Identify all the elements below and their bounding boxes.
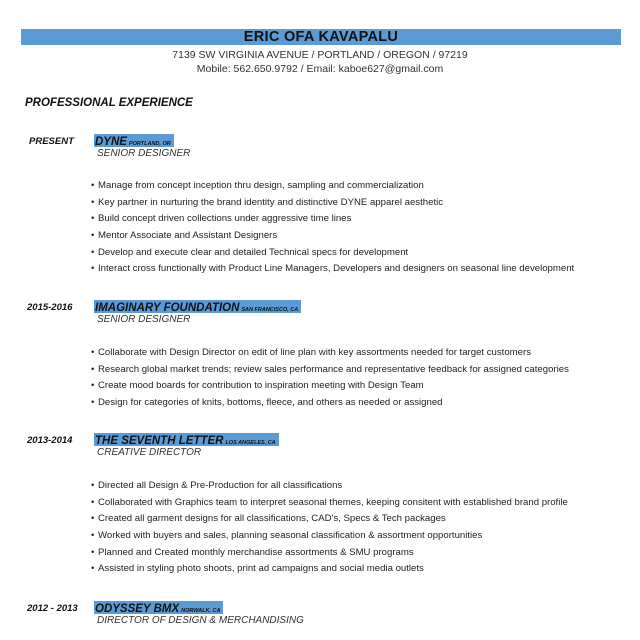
job-role: DIRECTOR OF DESIGN & MERCHANDISING — [97, 615, 304, 626]
list-item: • Design for categories of knits, bottoms, fleece, and others as needed or assigned — [91, 397, 443, 409]
list-item: • Develop and execute clear and detailed Technical specs for development — [91, 246, 409, 258]
job-date: PRESENT — [29, 136, 74, 147]
list-item: • Create mood boards for contribution to inspiration meeting with Design Team — [91, 380, 424, 392]
list-item: • Created all garment designs for all classifications, CAD's, Specs & Tech packages — [91, 513, 446, 525]
job-date: 2012 - 2013 — [27, 603, 78, 614]
contact-line: Mobile: 562.650.9792 / Email: kaboe627@gmail.com — [196, 63, 444, 75]
company-location: NORWALK, CA — [181, 608, 221, 614]
job-date: 2013-2014 — [27, 435, 73, 446]
list-item: • Directed all Design & Pre-Production for all classifications — [91, 480, 343, 491]
list-item: • Worked with buyers and sales, planning seasonal classification & assortment opportunities — [91, 530, 483, 542]
job-role: SENIOR DESIGNER — [97, 314, 191, 325]
company-location: LOS ANGELES, CA — [225, 440, 276, 446]
company-bar — [94, 300, 301, 313]
list-item: • Research global market trends; review sales performance and representative feedback for assigned categories — [91, 363, 569, 375]
bullet-list — [91, 345, 569, 412]
bullet-list — [91, 478, 568, 578]
section-title: PROFESSIONAL EXPERIENCE — [25, 97, 193, 109]
list-item: • Collaborate with Design Director on edit of line plan with key assortments needed for target customers — [91, 347, 531, 358]
list-item: • Collaborated with Graphics team to interpret seasonal themes, keeping consitent with established brand profile — [91, 496, 568, 508]
job-role: SENIOR DESIGNER — [97, 148, 191, 159]
company-location: PORTLAND, OR — [128, 141, 171, 147]
company-bar — [94, 433, 279, 446]
list-item: • Manage from concept inception thru design, sampling and commercialization — [91, 180, 424, 191]
company-name: IMAGINARY FOUNDATION — [95, 302, 240, 314]
company-bar — [94, 601, 223, 614]
list-item: • Interact cross functionally with Product Line Managers, Developers and designers on seasonal line development — [91, 263, 575, 275]
job-role: CREATIVE DIRECTOR — [97, 447, 202, 458]
list-item: • Build concept driven collections under aggressive time lines — [91, 213, 352, 225]
list-item: • Assisted in styling photo shoots, print ad campaigns and social media outlets — [91, 563, 424, 575]
list-item: • Mentor Associate and Assistant Designers — [91, 230, 278, 242]
name-banner — [21, 29, 621, 45]
bullet-list — [91, 178, 574, 278]
company-location: SAN FRANCISCO, CA — [241, 307, 299, 313]
company-bar — [94, 134, 174, 147]
company-name: THE SEVENTH LETTER — [95, 435, 224, 447]
company-name: DYNE — [95, 136, 127, 148]
resume-name: ERIC OFA KAVAPALU — [243, 29, 399, 45]
job-date: 2015-2016 — [27, 302, 73, 313]
list-item: • Planned and Created monthly merchandise assortments & SMU programs — [91, 546, 414, 558]
company-name: ODYSSEY BMX — [95, 603, 180, 615]
address-line: 7139 SW VIRGINIA AVENUE / PORTLAND / OREGON / 97219 — [172, 49, 468, 61]
list-item: • Key partner in nurturing the brand identity and distinctive DYNE apparel aesthetic — [91, 196, 444, 208]
